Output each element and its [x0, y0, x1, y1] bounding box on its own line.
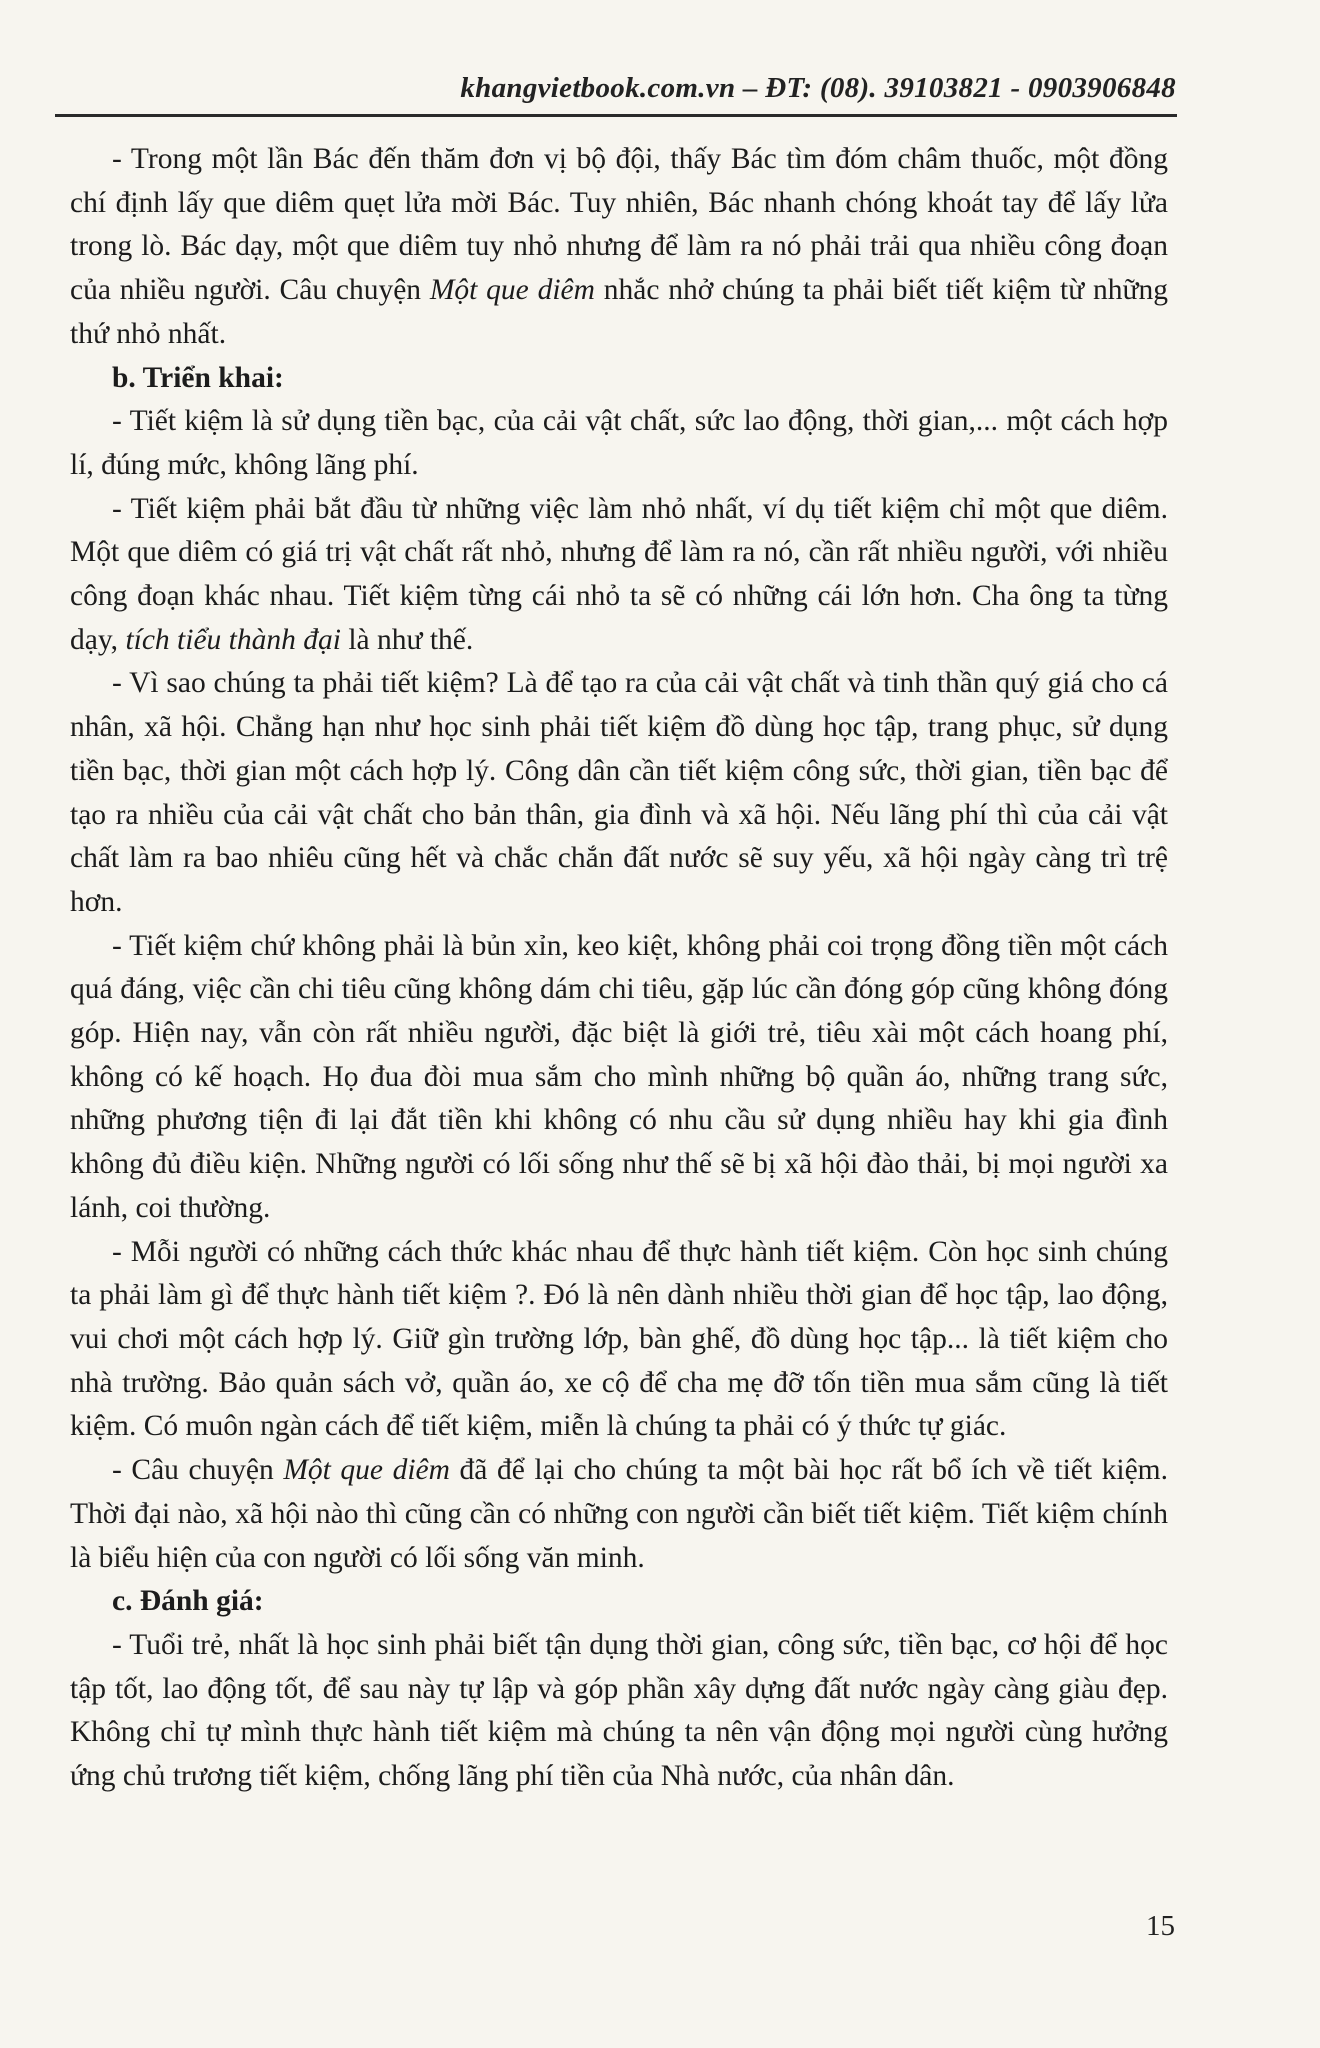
section-b-paragraph-3: - Vì sao chúng ta phải tiết kiệm? Là để tạo ra của cải vật chất và tinh thần quý giá cho cá nhân, xã hội. Chẳng hạn như học sinh phải tiết kiệm đồ dùng học tập, trang phục, sử dụng tiền bạc, thời gian một cách hợp lý. Công dân cần tiết kiệm công sức, thời gian, tiền bạc để tạo ra nhiều của cải vật chất cho bản thân, gia đình và xã hội. Nếu lãng phí thì của cải vật chất làm ra bao nhiêu cũng hết và chắc chắn đất nước sẽ suy yếu, xã hội ngày càng trì trệ hơn.	[70, 667, 1168, 918]
section-b-p6-text-a: - Câu chuyện	[112, 1454, 284, 1487]
section-b-paragraph-2	[70, 488, 1168, 663]
section-b-p6-story-title: Một que diêm	[283, 1454, 450, 1487]
intro-text-a: - Trong một lần Bác đến thăm đơn vị bộ đội, thấy Bác tìm đóm châm thuốc, một đồng chí định lấy que diêm quẹt lửa mời Bác. Tuy nhiên, Bác nhanh chóng khoát tay để lấy lửa trong lò. Bác dạy, một que diêm tuy nhỏ nhưng để làm ra nó phải trải qua nhiều công đoạn của nhiều người. Câu chuyện	[70, 143, 1168, 307]
section-c-title: c. Đánh giá:	[112, 1585, 264, 1618]
section-b-p2-text-b: là như thế.	[340, 623, 474, 656]
section-b-paragraph-6	[70, 1449, 1168, 1580]
page-number: 15	[1146, 1910, 1175, 1942]
section-b-p6-text-b: đã để lại cho chúng ta một bài học rất bổ ích về tiết kiệm. Thời đại nào, xã hội nào thì cũng cần có những con người cần biết tiết kiệm. Tiết kiệm chính là biểu hiện của con người có lối sống văn minh.	[70, 1454, 1169, 1574]
header-rule	[55, 114, 1177, 117]
page-header: khangvietbook.com.vn – ĐT: (08). 39103821 - 0903906848	[460, 72, 1176, 104]
page-body	[70, 138, 1168, 1799]
section-b-p2-idiom: tích tiểu thành đại	[125, 623, 341, 656]
section-b-paragraph-1: - Tiết kiệm là sử dụng tiền bạc, của cải vật chất, sức lao động, thời gian,... một cách hợp lí, đúng mức, không lãng phí.	[70, 405, 1168, 481]
section-b-title: b. Triển khai:	[112, 361, 284, 394]
section-b-paragraph-4: - Tiết kiệm chứ không phải là bủn xỉn, keo kiệt, không phải coi trọng đồng tiền một cách quá đáng, việc cần chi tiêu cũng không dám chi tiêu, gặp lúc cần đóng góp cũng không đóng góp. Hiện nay, vẫn còn rất nhiều người, đặc biệt là giới trẻ, tiêu xài một cách hoang phí, không có kế hoạch. Họ đua đòi mua sắm cho mình những bộ quần áo, những trang sức, những phương tiện đi lại đắt tiền khi không có nhu cầu sử dụng nhiều hay khi gia đình không đủ điều kiện. Những người có lối sống như thế sẽ bị xã hội đào thải, bị mọi người xa lánh, coi thường.	[70, 929, 1168, 1224]
section-b-paragraph-5: - Mỗi người có những cách thức khác nhau để thực hành tiết kiệm. Còn học sinh chúng ta phải làm gì để thực hành tiết kiệm ?. Đó là nên dành nhiều thời gian để học tập, lao động, vui chơi một cách hợp lý. Giữ gìn trường lớp, bàn ghế, đồ dùng học tập... là tiết kiệm cho nhà trường. Bảo quản sách vở, quần áo, xe cộ để cha mẹ đỡ tốn tiền mua sắm cũng là tiết kiệm. Có muôn ngàn cách để tiết kiệm, miễn là chúng ta phải có ý thức tự giác.	[70, 1235, 1168, 1443]
intro-paragraph	[70, 138, 1168, 357]
intro-story-title: Một que diêm	[429, 274, 595, 307]
section-b-p2-text-a: - Tiết kiệm phải bắt đầu từ những việc làm nhỏ nhất, ví dụ tiết kiệm chỉ một que diêm. Một que diêm có giá trị vật chất rất nhỏ, nhưng để làm ra nó, cần rất nhiều người, với nhiều công đoạn khác nhau. Tiết kiệm từng cái nhỏ ta sẽ có những cái lớn hơn. Cha ông ta từng dạy,	[70, 492, 1168, 656]
intro-text-b: nhắc nhở chúng ta phải biết tiết kiệm từ những thứ nhỏ nhất.	[70, 274, 1168, 350]
section-c-paragraph-1: - Tuổi trẻ, nhất là học sinh phải biết tận dụng thời gian, công sức, tiền bạc, cơ hội để học tập tốt, lao động tốt, để sau này tự lập và góp phần xây dựng đất nước ngày càng giàu đẹp. Không chỉ tự mình thực hành tiết kiệm mà chúng ta nên vận động mọi người cùng hưởng ứng chủ trương tiết kiệm, chống lãng phí tiền của Nhà nước, của nhân dân.	[70, 1628, 1168, 1793]
